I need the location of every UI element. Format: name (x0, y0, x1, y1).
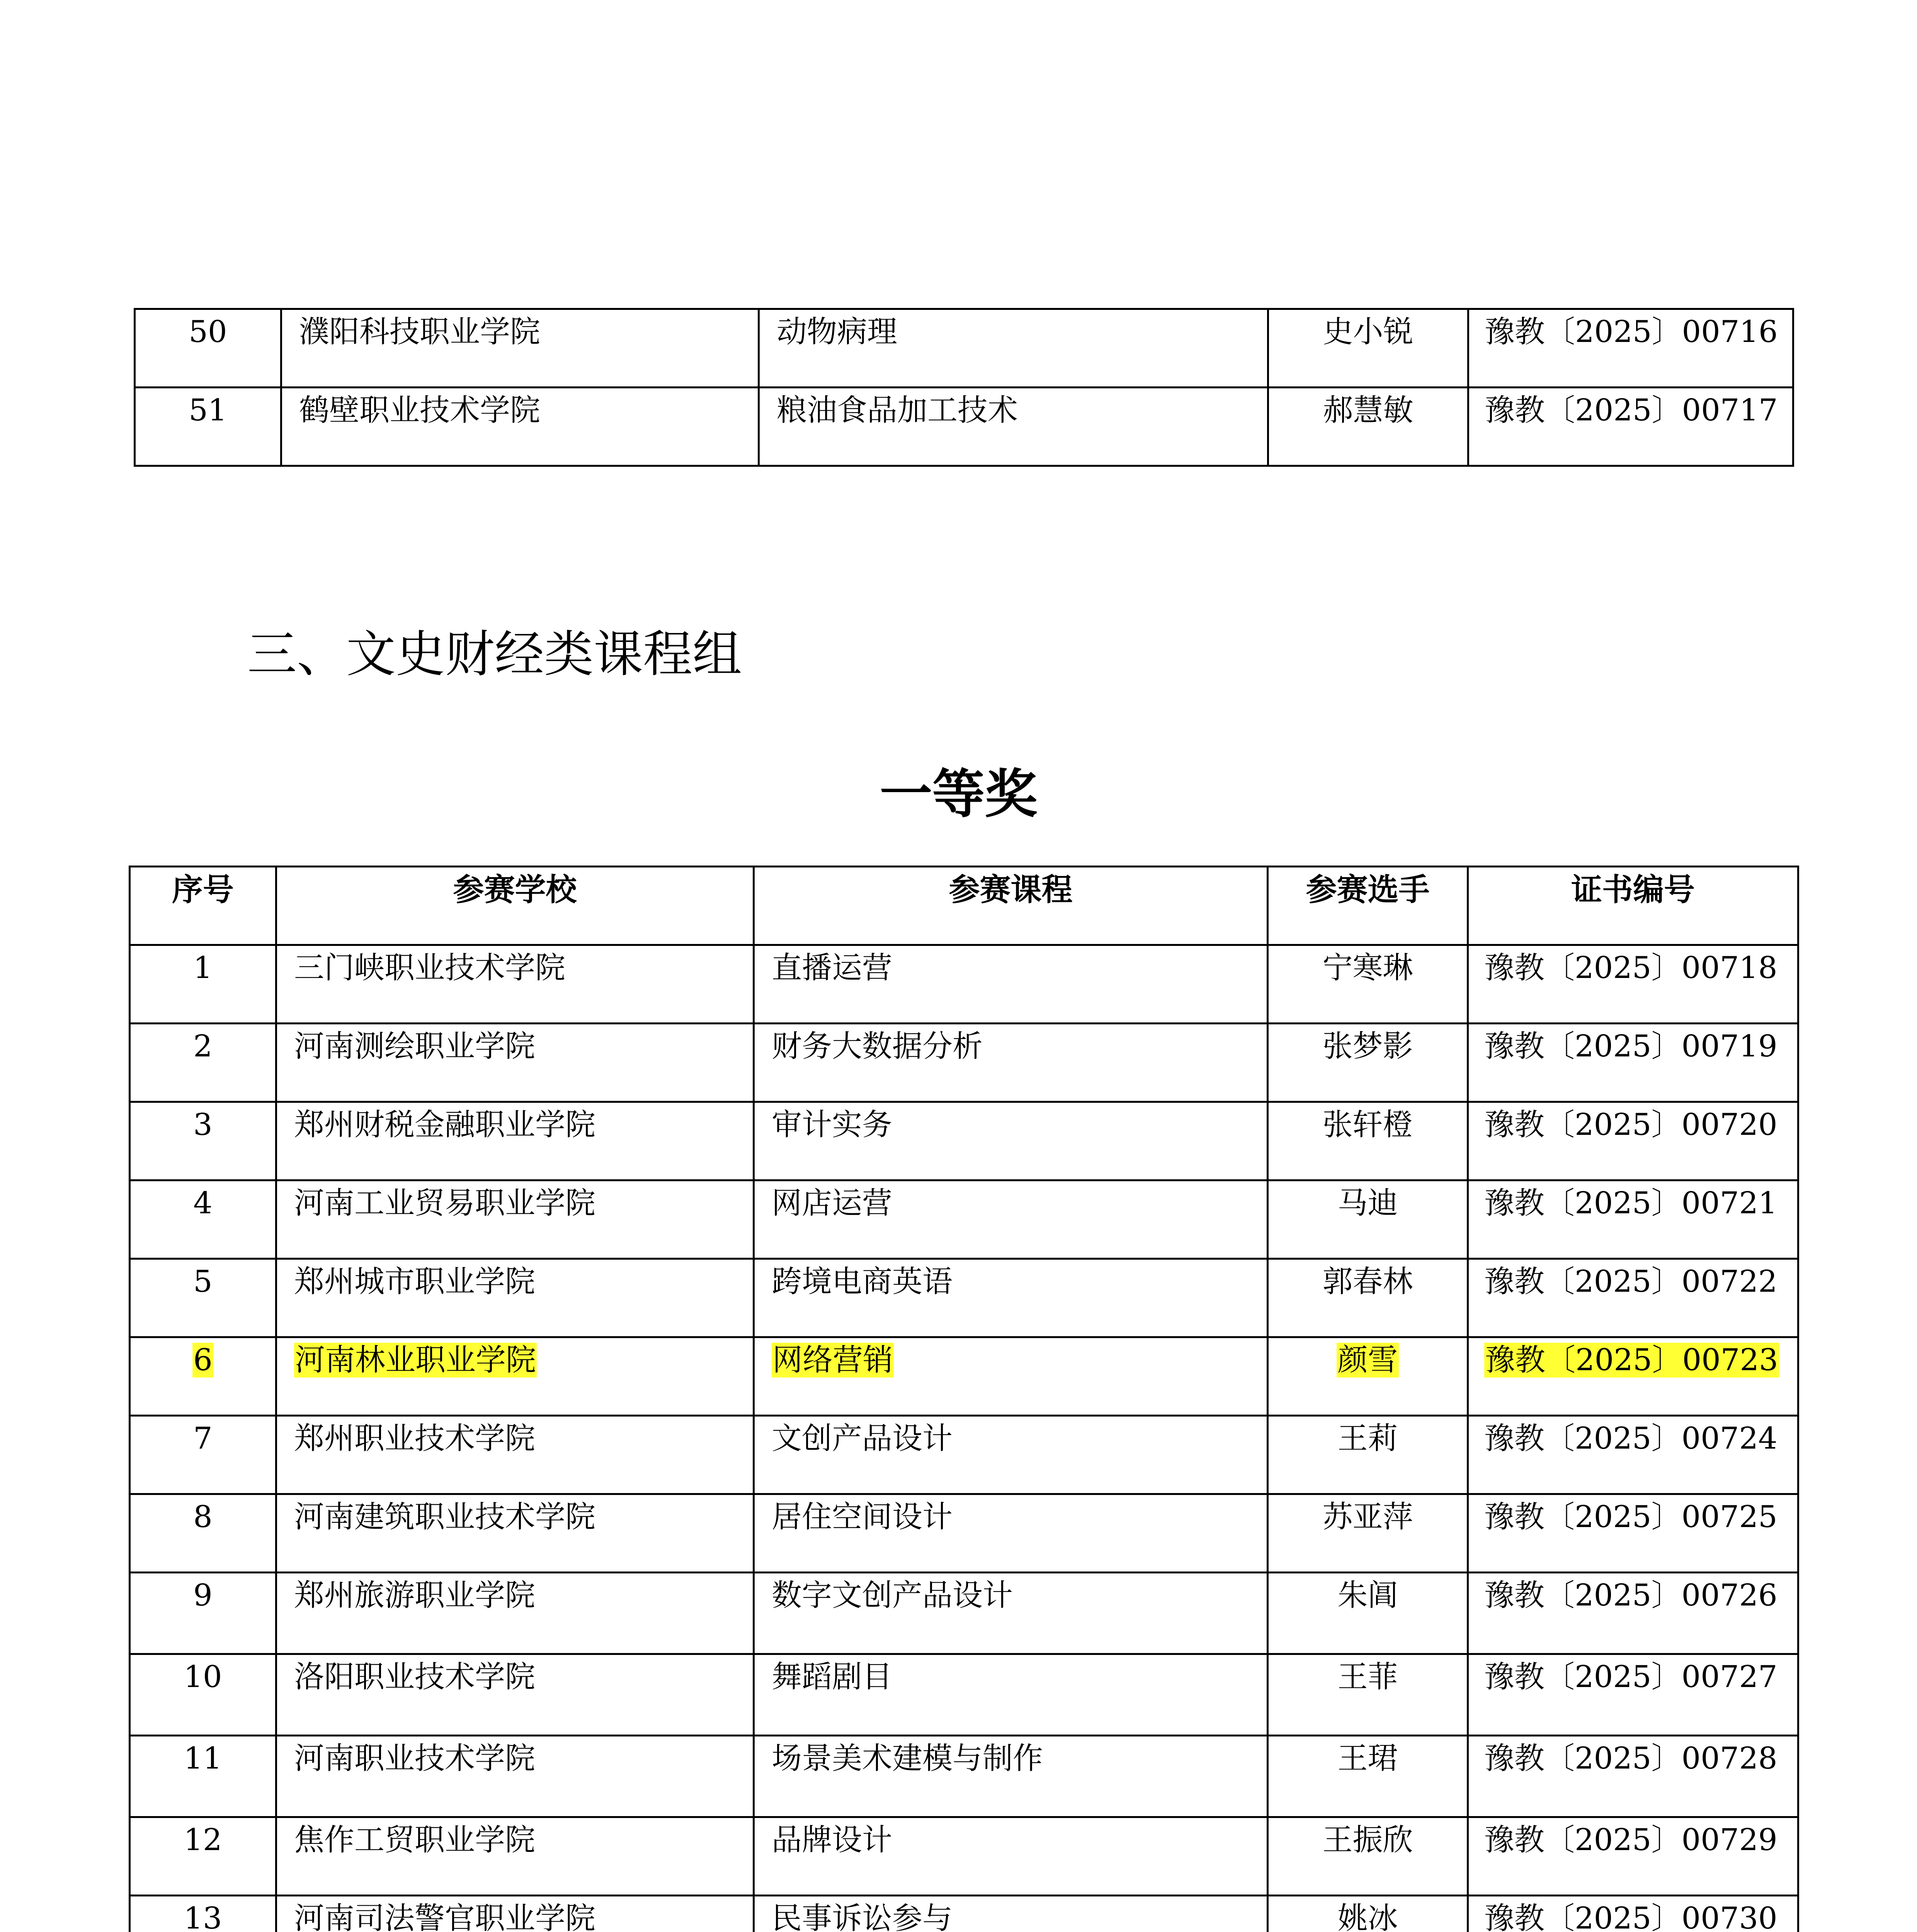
certificate-number: 豫教〔2025〕00726 (1468, 1573, 1798, 1654)
certificate-number: 豫教〔2025〕00720 (1468, 1102, 1798, 1180)
row-number: 2 (130, 1024, 276, 1102)
school-name: 鹤壁职业技术学院 (281, 388, 759, 466)
header-certificate: 证书编号 (1468, 867, 1798, 945)
school-name: 郑州旅游职业学院 (276, 1573, 754, 1654)
header-school: 参赛学校 (276, 867, 754, 945)
row-number: 7 (130, 1416, 276, 1494)
school-name: 河南工业贸易职业学院 (276, 1180, 754, 1259)
school-name: 河南职业技术学院 (276, 1736, 754, 1817)
course-name: 文创产品设计 (754, 1416, 1268, 1494)
row-number: 4 (130, 1180, 276, 1259)
header-course: 参赛课程 (754, 867, 1268, 945)
row-number: 11 (130, 1736, 276, 1817)
row-number: 51 (135, 388, 281, 466)
school-name: 濮阳科技职业学院 (281, 309, 759, 388)
school-name: 三门峡职业技术学院 (276, 945, 754, 1024)
table-row (130, 1573, 1798, 1654)
first-prize-table (129, 866, 1799, 1932)
certificate-number (1468, 1337, 1798, 1416)
row-number: 8 (130, 1494, 276, 1573)
row-number: 12 (130, 1817, 276, 1896)
course-name: 跨境电商英语 (754, 1259, 1268, 1337)
school-name: 郑州财税金融职业学院 (276, 1102, 754, 1180)
certificate-number: 豫教〔2025〕00716 (1468, 309, 1793, 388)
certificate-number: 豫教〔2025〕00725 (1468, 1494, 1798, 1573)
table-row (130, 1654, 1798, 1736)
table-row (135, 309, 1793, 388)
certificate-number: 豫教〔2025〕00729 (1468, 1817, 1798, 1896)
header-number: 序号 (130, 867, 276, 945)
school-name: 河南建筑职业技术学院 (276, 1494, 754, 1573)
table-row-highlighted (130, 1337, 1798, 1416)
prize-title: 一等奖 (879, 764, 1038, 825)
course-name: 粮油食品加工技术 (759, 388, 1268, 466)
school-name: 焦作工贸职业学院 (276, 1817, 754, 1896)
table-row (130, 1494, 1798, 1573)
certificate-number: 豫教〔2025〕00728 (1468, 1736, 1798, 1817)
table-header-row (130, 867, 1798, 945)
section-title: 三、文史财经类课程组 (247, 626, 742, 683)
row-number: 5 (130, 1259, 276, 1337)
player-name: 王珺 (1268, 1736, 1468, 1817)
player-name: 马迪 (1268, 1180, 1468, 1259)
row-number (130, 1337, 276, 1416)
course-name: 民事诉讼参与 (754, 1896, 1268, 1932)
table-row (130, 945, 1798, 1024)
course-name: 网店运营 (754, 1180, 1268, 1259)
row-number: 50 (135, 309, 281, 388)
highlighted-text: 网络营销 (772, 1343, 893, 1378)
certificate-number: 豫教〔2025〕00727 (1468, 1654, 1798, 1736)
course-name: 数字文创产品设计 (754, 1573, 1268, 1654)
player-name: 王菲 (1268, 1654, 1468, 1736)
player-name: 苏亚萍 (1268, 1494, 1468, 1573)
table-row (130, 1896, 1798, 1932)
certificate-number: 豫教〔2025〕00724 (1468, 1416, 1798, 1494)
player-name: 王莉 (1268, 1416, 1468, 1494)
table-row (130, 1024, 1798, 1102)
table-row (130, 1102, 1798, 1180)
school-name (276, 1337, 754, 1416)
course-name: 动物病理 (759, 309, 1268, 388)
certificate-number: 豫教〔2025〕00722 (1468, 1259, 1798, 1337)
player-name: 宁寒琳 (1268, 945, 1468, 1024)
highlighted-text: 颜雪 (1337, 1343, 1398, 1378)
row-number: 9 (130, 1573, 276, 1654)
continued-award-table (134, 308, 1794, 467)
table-row (135, 388, 1793, 466)
player-name: 张梦影 (1268, 1024, 1468, 1102)
highlighted-text: 河南林业职业学院 (295, 1343, 536, 1378)
certificate-number: 豫教〔2025〕00721 (1468, 1180, 1798, 1259)
player-name: 张轩橙 (1268, 1102, 1468, 1180)
course-name: 场景美术建模与制作 (754, 1736, 1268, 1817)
table-row (130, 1736, 1798, 1817)
table-row (130, 1817, 1798, 1896)
school-name: 河南司法警官职业学院 (276, 1896, 754, 1932)
certificate-number: 豫教〔2025〕00717 (1468, 388, 1793, 466)
school-name: 河南测绘职业学院 (276, 1024, 754, 1102)
course-name: 居住空间设计 (754, 1494, 1268, 1573)
school-name: 郑州职业技术学院 (276, 1416, 754, 1494)
certificate-number: 豫教〔2025〕00719 (1468, 1024, 1798, 1102)
course-name: 直播运营 (754, 945, 1268, 1024)
player-name (1268, 1337, 1468, 1416)
player-name: 朱阊 (1268, 1573, 1468, 1654)
table-row (130, 1180, 1798, 1259)
certificate-number: 豫教〔2025〕00718 (1468, 945, 1798, 1024)
course-name (754, 1337, 1268, 1416)
row-number: 1 (130, 945, 276, 1024)
course-name: 品牌设计 (754, 1817, 1268, 1896)
course-name: 舞蹈剧目 (754, 1654, 1268, 1736)
row-number: 13 (130, 1896, 276, 1932)
certificate-number: 豫教〔2025〕00730 (1468, 1896, 1798, 1932)
course-name: 财务大数据分析 (754, 1024, 1268, 1102)
player-name: 姚冰 (1268, 1896, 1468, 1932)
table-row (130, 1259, 1798, 1337)
school-name: 洛阳职业技术学院 (276, 1654, 754, 1736)
player-name: 郭春林 (1268, 1259, 1468, 1337)
course-name: 审计实务 (754, 1102, 1268, 1180)
highlighted-text: 豫教〔2025〕00723 (1485, 1343, 1778, 1378)
row-number: 10 (130, 1654, 276, 1736)
highlighted-text: 6 (193, 1343, 213, 1378)
school-name: 郑州城市职业学院 (276, 1259, 754, 1337)
header-player: 参赛选手 (1268, 867, 1468, 945)
row-number: 3 (130, 1102, 276, 1180)
player-name: 史小锐 (1268, 309, 1468, 388)
table-row (130, 1416, 1798, 1494)
player-name: 王振欣 (1268, 1817, 1468, 1896)
player-name: 郝慧敏 (1268, 388, 1468, 466)
